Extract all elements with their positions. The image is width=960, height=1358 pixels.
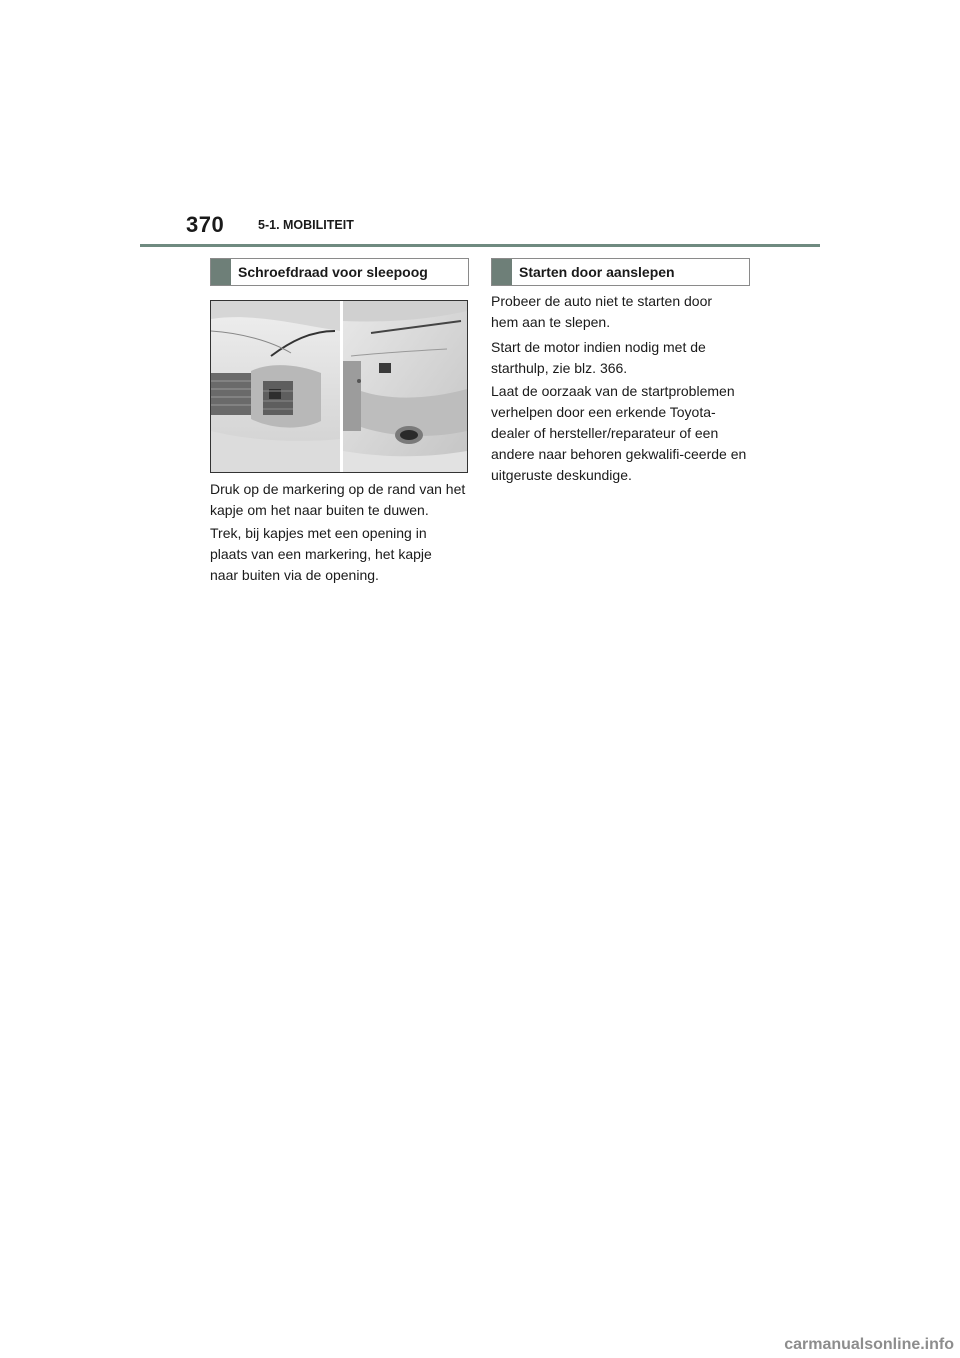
right-paragraph-2: Start de motor indien nodig met de starthulp, zie blz. 366.	[491, 339, 706, 376]
left-paragraph-2: Trek, bij kapjes met een opening in plaats van een markering, het kapje naar buiten via de opening.	[210, 525, 432, 583]
right-section-heading	[491, 258, 750, 286]
section-title: Schroefdraad voor sleepoog	[238, 264, 428, 280]
page-number: 370	[186, 212, 225, 237]
header-rule	[140, 244, 820, 247]
section-marker	[211, 259, 231, 285]
left-section-heading	[210, 258, 469, 286]
left-paragraph-1: Druk op de markering op de rand van het kapje om het naar buiten te duwen.	[210, 481, 466, 518]
chapter-title: 5-1. MOBILITEIT	[258, 218, 354, 232]
right-paragraph-3: Laat de oorzaak van de startproblemen verhelpen door een erkende Toyota-dealer of hersteller/reparateur of een andere naar behoren gekwalifi-ceerde en uitgeruste deskundige.	[491, 383, 747, 483]
footer-watermark: carmanualsonline.info	[784, 1336, 954, 1353]
section-marker	[492, 259, 512, 285]
section-title: Starten door aanslepen	[519, 264, 675, 280]
tow-eye-figure	[210, 300, 468, 473]
right-paragraph-1: Probeer de auto niet te starten door hem aan te slepen.	[491, 293, 713, 330]
